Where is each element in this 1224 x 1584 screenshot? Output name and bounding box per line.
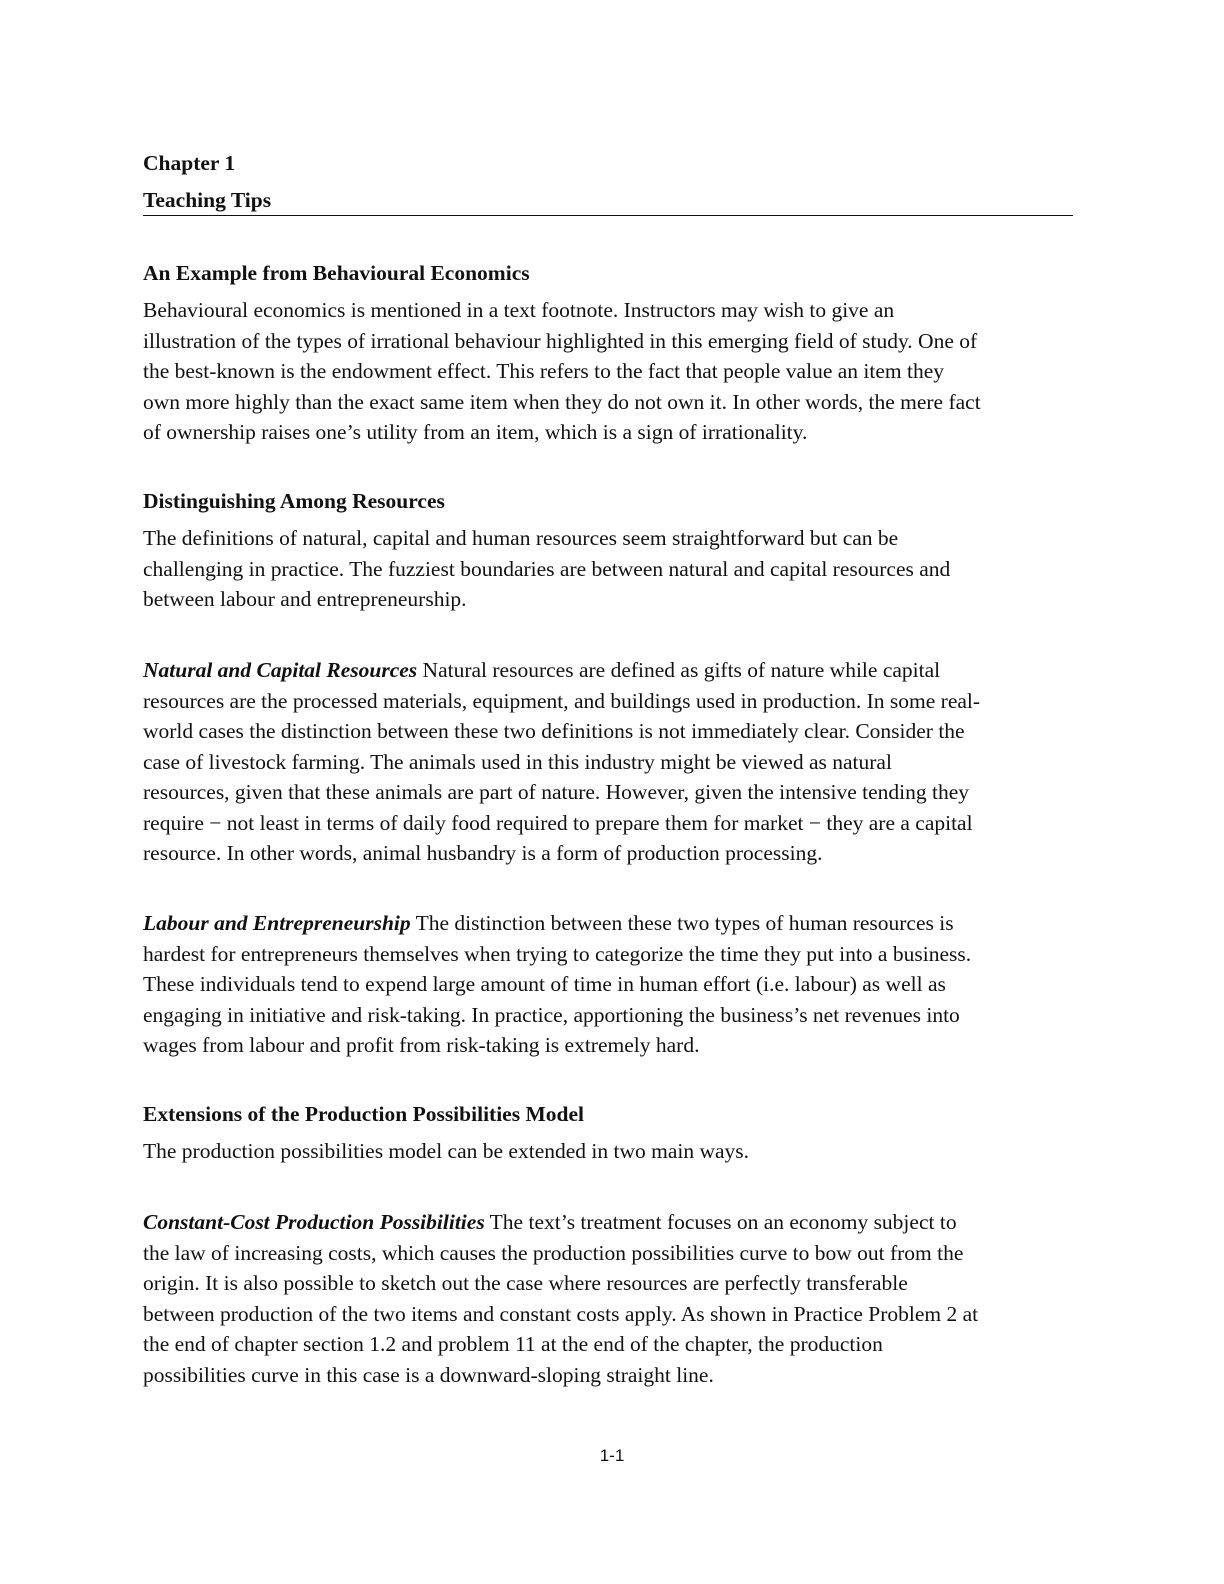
paragraph (143, 655, 1083, 869)
text-line (143, 939, 1083, 970)
text-line (143, 1000, 1083, 1031)
text-line (143, 1207, 1083, 1238)
line-text: world cases the distinction between these two definitions is not immediately clear. Consider the (143, 719, 965, 743)
text-line (143, 387, 1083, 418)
line-text: engaging in initiative and risk-taking. In practice, apportioning the business’s net revenues into (143, 1002, 960, 1027)
text-line (143, 584, 1083, 615)
text-line (143, 554, 1083, 585)
chapter-subtitle: Teaching Tips (143, 188, 272, 212)
line-text: the law of increasing costs, which causes the production possibilities curve to bow out from the (143, 1240, 964, 1265)
line-text: Natural resources are defined as gifts of nature while capital (417, 658, 941, 682)
text-line (143, 808, 1083, 839)
line-text: resources, given that these animals are part of nature. However, given the intensive tending they (143, 780, 970, 804)
line-text: The definitions of natural, capital and human resources seem straightforward but can be (143, 526, 899, 550)
line-text: between labour and entrepreneurship. (143, 587, 467, 611)
paragraph (143, 295, 1083, 448)
line-text: possibilities curve in this case is a downward-sloping straight line. (143, 1362, 714, 1387)
text-line (143, 1136, 1083, 1167)
line-text: between production of the two items and constant costs apply. As shown in Practice Problem 2 at (143, 1301, 979, 1326)
text-line (143, 908, 1083, 939)
run-in-heading: Natural and Capital Resources (143, 658, 418, 682)
line-text: The text’s treatment focuses on an economy subject to (484, 1210, 957, 1234)
section-heading: An Example from Behavioural Economics (143, 261, 530, 285)
line-text: own more highly than the exact same item when they do not own it. In other words, the mere fact (143, 389, 981, 414)
line-text: origin. It is also possible to sketch out the case where resources are perfectly transferable (143, 1271, 908, 1295)
text-line (143, 1268, 1083, 1299)
chapter-title: Chapter 1 (143, 151, 236, 175)
paragraph (143, 1207, 1083, 1390)
paragraph (143, 908, 1083, 1061)
line-text: resources are the processed materials, equipment, and buildings used in production. In some real- (143, 688, 981, 713)
line-text: illustration of the types of irrational behaviour highlighted in this emerging field of study. One of (143, 328, 978, 353)
text-line (143, 1030, 1083, 1061)
text-line (143, 747, 1083, 778)
line-text: wages from labour and profit from risk-taking is extremely hard. (143, 1033, 700, 1057)
text-line (143, 1238, 1083, 1269)
text-line (143, 1360, 1083, 1391)
line-text: case of livestock farming. The animals used in this industry might be viewed as natural (143, 749, 892, 774)
section-heading: Distinguishing Among Resources (143, 489, 445, 513)
text-line (143, 655, 1083, 686)
text-line (143, 969, 1083, 1000)
text-line (143, 1329, 1083, 1360)
line-text: of ownership raises one’s utility from an item, which is a sign of irrationality. (143, 420, 808, 444)
text-line (143, 838, 1083, 869)
line-text: The production possibilities model can be extended in two main ways. (143, 1139, 750, 1163)
line-text: hardest for entrepreneurs themselves when trying to categorize the time they put into a business. (143, 941, 972, 966)
run-in-heading: Constant-Cost Production Possibilities (143, 1210, 485, 1234)
text-line (143, 777, 1083, 808)
text-line (143, 356, 1083, 387)
paragraph (143, 1136, 1083, 1167)
text-line (143, 417, 1083, 448)
line-text: challenging in practice. The fuzziest boundaries are between natural and capital resources and (143, 556, 951, 581)
line-text: The distinction between these two types of human resources is (410, 911, 954, 935)
paragraph (143, 523, 1083, 615)
line-text: These individuals tend to expend large amount of time in human effort (i.e. labour) as well as (143, 972, 946, 996)
line-text: require − not least in terms of daily food required to prepare them for market − they are a capital (143, 810, 973, 835)
line-text: resource. In other words, animal husbandry is a form of production processing. (143, 841, 823, 865)
page-number: 1-1 (599, 1446, 625, 1465)
text-line (143, 295, 1083, 326)
text-line (143, 716, 1083, 747)
text-line (143, 1299, 1083, 1330)
text-line (143, 523, 1083, 554)
section-heading: Extensions of the Production Possibilities Model (143, 1102, 584, 1126)
line-text: Behavioural economics is mentioned in a text footnote. Instructors may wish to give an (143, 298, 895, 322)
text-line (143, 686, 1083, 717)
run-in-heading: Labour and Entrepreneurship (143, 911, 411, 935)
line-text: the end of chapter section 1.2 and problem 11 at the end of the chapter, the production (143, 1332, 883, 1356)
line-text: the best-known is the endowment effect. This refers to the fact that people value an item they (143, 359, 945, 383)
text-line (143, 326, 1083, 357)
header-rule (143, 215, 1073, 216)
